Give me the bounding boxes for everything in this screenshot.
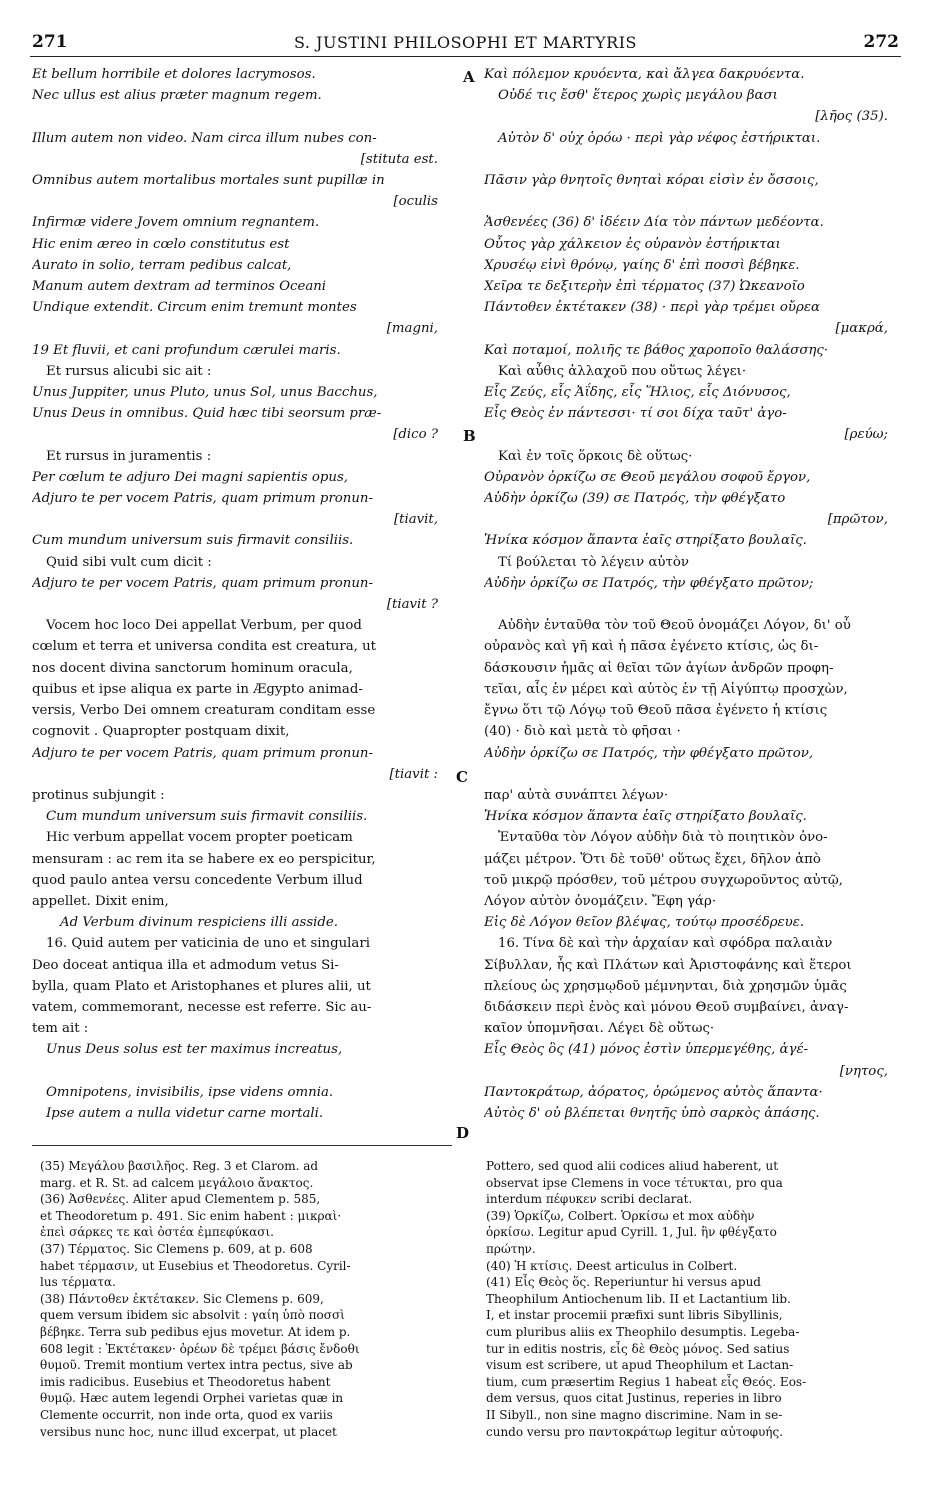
footnote-line: I, et instar procemii præfixi sunt libris Sibyllinis, [486, 1308, 783, 1323]
footnotes-left [40, 1158, 460, 1440]
footnote-line: (37) Τέρματος. Sic Clemens p. 609, at p. 608 [40, 1241, 313, 1256]
greek-text-line: Σίβυλλαν, ἧς καὶ Πλάτων καὶ Ἀριστοφάνης καὶ ἕτεροι [484, 957, 852, 973]
latin-text-line: Cum mundum universum suis firmavit consiliis. [46, 809, 368, 825]
latin-text-line: Nec ullus est alius præter magnum regem. [32, 88, 322, 104]
greek-text-line: Ἀσθενέες (36) δ' ἰδέειν Δία τὸν πάντων μεδέοντα. [484, 215, 824, 231]
greek-text-line: παρ' αὐτὰ συνάπτει λέγων· [484, 787, 669, 803]
greek-text-line: Χεῖρα τε δεξιτερὴν ἐπὶ τέρματος (37) Ὠκεανοῖο [484, 279, 805, 295]
greek-text-line: Λόγον αὐτὸν ὀνομάζειν. Ἔφη γάρ· [484, 893, 717, 909]
latin-text-line: [stituta est. [360, 151, 438, 167]
latin-text-line: Adjuro te per vocem Patris, quam primum pronun- [32, 491, 373, 507]
latin-text-line: 19 Et fluvii, et cani profundum cærulei maris. [32, 342, 341, 358]
greek-text-line: ἔγνω ὅτι τῷ Λόγῳ τοῦ Θεοῦ πᾶσα ἐγένετο ἡ κτίσις [484, 703, 828, 719]
footnote-line: ὁρκίσω. Legitur apud Cyrill. 1, Jul. ἣν φθέγξατο [486, 1225, 777, 1240]
latin-text-line: Et rursus in juramentis : [46, 448, 212, 464]
latin-text-line: Adjuro te per vocem Patris, quam primum pronun- [32, 575, 373, 591]
latin-text-line: [tiavit ? [386, 597, 438, 613]
footnote-line: βέβηκε. Terra sub pedibus ejus movetur. At idem p. [40, 1324, 351, 1339]
latin-text-line: Infirmæ videre Jovem omnium regnantem. [32, 215, 320, 231]
latin-text-line: Omnipotens, invisibilis, ipse videns omnia. [46, 1084, 334, 1100]
latin-text-line: bylla, quam Plato et Aristophanes et plures alii, ut [32, 978, 371, 994]
latin-text-line: Ipse autem a nulla videtur carne mortali. [46, 1105, 324, 1121]
greek-text-line: οὐρανὸς καὶ γῆ καὶ ἡ πᾶσα ἐγένετο κτίσις, ὡς δι- [484, 639, 819, 655]
footnote-line: (40) Ἡ κτίσις. Deest articulus in Colbert. [486, 1258, 738, 1273]
latin-text-line: Quid sibi vult cum dicit : [46, 554, 212, 570]
latin-text-line: Manum autem dextram ad terminos Oceani [32, 279, 327, 295]
greek-text-line: Ἡνίκα κόσμον ἅπαντα ἑαῖς στηρίξατο βουλαῖς. [484, 533, 807, 549]
footnote-line: Theophilum Antiochenum lib. II et Lactantium lib. [486, 1291, 791, 1306]
greek-text-line [484, 149, 902, 170]
latin-text-line [32, 1061, 452, 1082]
footnote-line: quem versum ibidem sic absolvit : γαίη ὑπὸ ποσσὶ [40, 1308, 345, 1323]
greek-text-line: Εἷς Θεὸς ἐν πάντεσσι· τί σοι δίχα ταῦτ' ἀγο- [484, 406, 787, 422]
latin-text-line: 16. Quid autem per vaticinia de uno et singulari [46, 936, 370, 952]
greek-text-line: [ρεύω; [844, 427, 888, 443]
latin-text-line: [dico ? [393, 427, 438, 443]
margin-marker-d: D [456, 1124, 470, 1142]
footnote-line: ἐπεὶ σάρκες τε καὶ ὀστέα ἐμπεφύκασι. [40, 1225, 274, 1240]
footnote-line: Clemente occurrit, non inde orta, quod ex variis [40, 1407, 333, 1422]
greek-text-line: Ἡνίκα κόσμον ἅπαντα ἑαῖς στηρίξατο βουλαῖς. [484, 809, 807, 825]
greek-text-line: καῖον ὑπομνῆσαι. Λέγει δὲ οὕτως· [484, 1021, 715, 1037]
footnote-line: habet τέρμασιν, ut Eusebius et Theodoretus. Cyril- [40, 1258, 351, 1273]
greek-text-line: Ἐνταῦθα τὸν Λόγον αὐδὴν διὰ τὸ ποιητικὸν ὀνο- [498, 830, 828, 846]
latin-text-line: quod paulo antea versu concedente Verbum illud [32, 872, 363, 888]
latin-column [32, 64, 452, 1124]
footnote-line: cum pluribus aliis ex Theophilo desumptis. Legeba- [486, 1324, 800, 1339]
greek-text-line: Καὶ ποταμοί, πολιῆς τε βάθος χαροποῖο θαλάσσης· [484, 342, 829, 358]
footnote-line: πρώτην. [486, 1241, 536, 1256]
latin-text-line: vatem, commemorant, necesse est referre. Sic au- [32, 999, 372, 1015]
greek-text-line: Χρυσέῳ εἰνὶ θρόνῳ, γαίης δ' ἐπὶ ποσσὶ βέβηκε. [484, 257, 800, 273]
footnote-line: observat ipse Clemens in voce τέτυκται, pro qua [486, 1175, 783, 1190]
page-number-left: 271 [32, 32, 68, 52]
margin-marker-c: C [456, 768, 468, 786]
running-head: S. JUSTINI PHILOSOPHI ET MARTYRIS [293, 33, 637, 52]
greek-text-line: τοῦ μικρῷ πρόσθεν, τοῦ μέτρου συγχωροῦντος αὐτῷ, [484, 872, 844, 888]
latin-text-line: protinus subjungit : [32, 787, 165, 803]
footnote-line: (38) Πάντοθεν ἐκτέτακεν. Sic Clemens p. 609, [40, 1291, 324, 1306]
margin-marker-b: B [463, 427, 476, 445]
footnote-line: 608 legit : Ἐκτέτακεν· ὀρέων δὲ τρέμει βάσις ἔνδοθι [40, 1341, 360, 1356]
footnote-line: (41) Εἷς Θεὸς ὅς. Reperiuntur hi versus apud [486, 1275, 761, 1290]
latin-text-line: appellet. Dixit enim, [32, 893, 169, 909]
footnote-line: (39) Ὁρκίζω, Colbert. Ὁρκίσω et mox αὐδὴν [486, 1208, 755, 1223]
latin-text-line: cognovit . Quapropter postquam dixit, [32, 724, 290, 740]
greek-text-line: Αὐτὸς δ' οὐ βλέπεται θνητῆς ὑπὸ σαρκὸς ἁπάσης. [484, 1105, 820, 1121]
latin-text-line: Et bellum horribile et dolores lacrymosos. [32, 67, 316, 82]
footnote-line: imis radicibus. Eusebius et Theodoretus habent [40, 1374, 331, 1389]
latin-text-line: quibus et ipse aliqua ex parte in Ægypto animad- [32, 681, 363, 697]
footnote-rule [32, 1145, 452, 1146]
greek-text-line: διδάσκειν περὶ ἑνὸς καὶ μόνου Θεοῦ συμβαίνει, ἀναγ- [484, 999, 849, 1015]
latin-text-line: [tiavit : [389, 766, 438, 782]
latin-text-line: Et rursus alicubi sic ait : [46, 363, 212, 379]
greek-text-line [484, 191, 902, 212]
footnote-line: tium, cum præsertim Regius 1 habeat εἷς Θεός. Eos- [486, 1374, 807, 1389]
greek-text-line: τεῖαι, αἷς ἐν μέρει καὶ αὐτὸς ἐν τῇ Αἰγύπτῳ προσχὼν, [484, 681, 848, 697]
greek-text-line: [λῆος (35). [815, 109, 888, 125]
latin-text-line: Per cœlum te adjuro Dei magni sapientis opus, [32, 469, 349, 485]
latin-text-line: nos docent divina sanctorum hominum oracula, [32, 660, 353, 676]
greek-text-line: μάζει μέτρον. Ὅτι δὲ τοῦθ' οὕτως ἔχει, δῆλον ἀπὸ [484, 851, 821, 867]
footnote-line: versibus nunc hoc, nunc illud excerpat, ut placet [40, 1424, 337, 1439]
footnote-line: lus τέρματα. [40, 1275, 116, 1290]
latin-text-line: Illum autem non video. Nam circa illum nubes con- [32, 130, 377, 146]
greek-text-line: πλείους ὡς χρησμῳδοῦ μέμνηνται, διὰ χρησμῶν ὑμᾶς [484, 978, 847, 994]
footnote-line: dem versus, quos citat Justinus, reperies in libro [486, 1391, 782, 1406]
greek-text-line: Οὐδέ τις ἔσθ' ἕτερος χωρὶς μεγάλου βασι [498, 88, 778, 104]
greek-text-line: Εἷς Θεὸς ὃς (41) μόνος ἐστὶν ὑπερμεγέθης, ἀγέ- [484, 1042, 809, 1058]
latin-text-line: mensuram : ac rem ita se habere ex eo perspicitur, [32, 851, 376, 867]
greek-text-line: Καὶ ἐν τοῖς ὅρκοις δὲ οὕτως· [498, 448, 693, 464]
latin-text-line: Cum mundum universum suis firmavit consiliis. [32, 533, 354, 549]
greek-text-line: Αὐδὴν ἐνταῦθα τὸν τοῦ Θεοῦ ὀνομάζει Λόγον, δι' οὗ [498, 618, 851, 634]
latin-text-line: Vocem hoc loco Dei appellat Verbum, per quod [46, 618, 362, 634]
footnote-line: (35) Μεγάλου βασιλῆος. Reg. 3 et Clarom. ad [40, 1159, 319, 1173]
latin-text-line: Adjuro te per vocem Patris, quam primum pronun- [32, 745, 373, 761]
page-number-right: 272 [863, 32, 899, 52]
latin-text-line: Deo doceat antiqua illa et admodum vetus Si- [32, 957, 339, 973]
latin-text-line: [tiavit, [393, 512, 438, 528]
greek-text-line: Καὶ πόλεμον κρυόεντα, καὶ ἄλγεα δακρυόεντα. [484, 67, 805, 82]
footnote-line: Pottero, sed quod alii codices aliud haberent, ut [486, 1159, 779, 1173]
latin-text-line: tem ait : [32, 1021, 89, 1037]
footnote-line: tur in editis nostris, εἷς δὲ Θεὸς μόνος. Sed satius [486, 1341, 790, 1356]
latin-text-line: Hic enim æreo in cœlo constitutus est [32, 236, 290, 252]
greek-text-line: Αὐτὸν δ' οὐχ ὁρόω · περὶ γὰρ νέφος ἐστήρικται. [498, 130, 821, 146]
footnote-line: (36) Ἀσθενέες. Aliter apud Clementem p. 585, [40, 1192, 321, 1207]
greek-text-line: Τί βούλεται τὸ λέγειν αὐτὸν [498, 554, 689, 570]
margin-marker-a: A [463, 68, 475, 86]
latin-text-line: [oculis [393, 194, 438, 210]
greek-text-line: 16. Τίνα δὲ καὶ τὴν ἀρχαίαν καὶ σφόδρα παλαιὰν [498, 936, 833, 952]
latin-text-line: Unus Deus in omnibus. Quid hæc tibi seorsum præ- [32, 406, 382, 422]
latin-text-line: Hic verbum appellat vocem propter poeticam [46, 830, 353, 846]
latin-text-line: Aurato in solio, terram pedibus calcat, [32, 257, 292, 273]
greek-text-line: Καὶ αὖθις ἀλλαχοῦ που οὕτως λέγει· [498, 363, 747, 379]
greek-text-line: Εἰς δὲ Λόγον θεῖον βλέψας, τούτῳ προσέδρευε. [484, 915, 805, 931]
greek-text-line: [νητος, [839, 1063, 888, 1079]
greek-text-line [484, 594, 902, 615]
latin-text-line: Omnibus autem mortalibus mortales sunt pupillæ in [32, 173, 385, 189]
latin-text-line: Unus Juppiter, unus Pluto, unus Sol, unus Bacchus, [32, 385, 378, 401]
greek-text-line: Αὐδὴν ὁρκίζω σε Πατρός, τὴν φθέγξατο πρῶτον; [484, 575, 814, 591]
greek-column [484, 64, 902, 1124]
page-header [30, 30, 901, 57]
latin-text-line: [magni, [386, 321, 438, 337]
footnote-line: et Theodoretum p. 491. Sic enim habent : μικραὶ· [40, 1208, 342, 1223]
greek-text-line: Αὐδὴν ὁρκίζω (39) σε Πατρός, τὴν φθέγξατο [484, 491, 786, 507]
footnote-line: interdum πέφυκεν scribi declarat. [486, 1192, 693, 1207]
latin-text-line: Undique extendit. Circum enim tremunt montes [32, 300, 357, 316]
greek-text-line [484, 764, 902, 785]
footnote-line: θυμοῦ. Tremit montium vertex intra pectus, sive ab [40, 1358, 353, 1373]
greek-text-line: Πάντοθεν ἐκτέτακεν (38) · περὶ γὰρ τρέμει οὔρεα [484, 300, 820, 316]
latin-text-line: Ad Verbum divinum respiciens illi asside. [60, 915, 339, 931]
footnote-line: cundo versu pro παντοκράτωρ legitur αὐτοφυής. [486, 1424, 784, 1439]
footnote-line: θυμῷ. Hæc autem legendi Orphei varietas quæ in [40, 1391, 344, 1406]
greek-text-line: (40) · διὸ καὶ μετὰ τὸ φῆσαι · [484, 724, 681, 740]
footnotes-right [486, 1158, 906, 1440]
greek-text-line: Παντοκράτωρ, ἀόρατος, ὁρώμενος αὐτὸς ἅπαντα· [484, 1084, 823, 1100]
greek-text-line: δάσκουσιν ἡμᾶς αἱ θεῖαι τῶν ἁγίων ἀνδρῶν προφη- [484, 660, 834, 676]
latin-text-line: Unus Deus solus est ter maximus increatus, [46, 1042, 343, 1058]
greek-text-line: Οὐρανὸν ὁρκίζω σε Θεοῦ μεγάλου σοφοῦ ἔργον, [484, 469, 811, 485]
latin-text-line: cœlum et terra et universa condita est creatura, ut [32, 639, 376, 655]
greek-text-line: [πρῶτον, [827, 512, 888, 528]
latin-text-line: versis, Verbo Dei omnem creaturam conditam esse [32, 703, 376, 719]
greek-text-line: Πᾶσιν γὰρ θνητοῖς θνηταὶ κόραι εἰσὶν ἐν ὄσσοις, [484, 173, 819, 189]
greek-text-line: Αὐδὴν ὁρκίζω σε Πατρός, τὴν φθέγξατο πρῶτον, [484, 745, 814, 761]
footnote-line: II Sibyll., non sine magno discrimine. Nam in se- [486, 1407, 783, 1422]
latin-text-line [32, 106, 452, 127]
footnote-line: marg. et R. St. ad calcem μεγάλοιο ἄνακτος. [40, 1175, 314, 1190]
greek-text-line: Οὗτος γὰρ χάλκειον ἐς οὐρανὸν ἐστήρικται [484, 236, 781, 252]
greek-text-line: Εἷς Ζεύς, εἷς Ἀΐδης, εἷς Ἥλιος, εἷς Διόνυσος, [484, 385, 791, 401]
footnote-line: visum est scribere, ut apud Theophilum et Lactan- [486, 1358, 794, 1373]
greek-text-line: [μακρά, [835, 321, 888, 337]
